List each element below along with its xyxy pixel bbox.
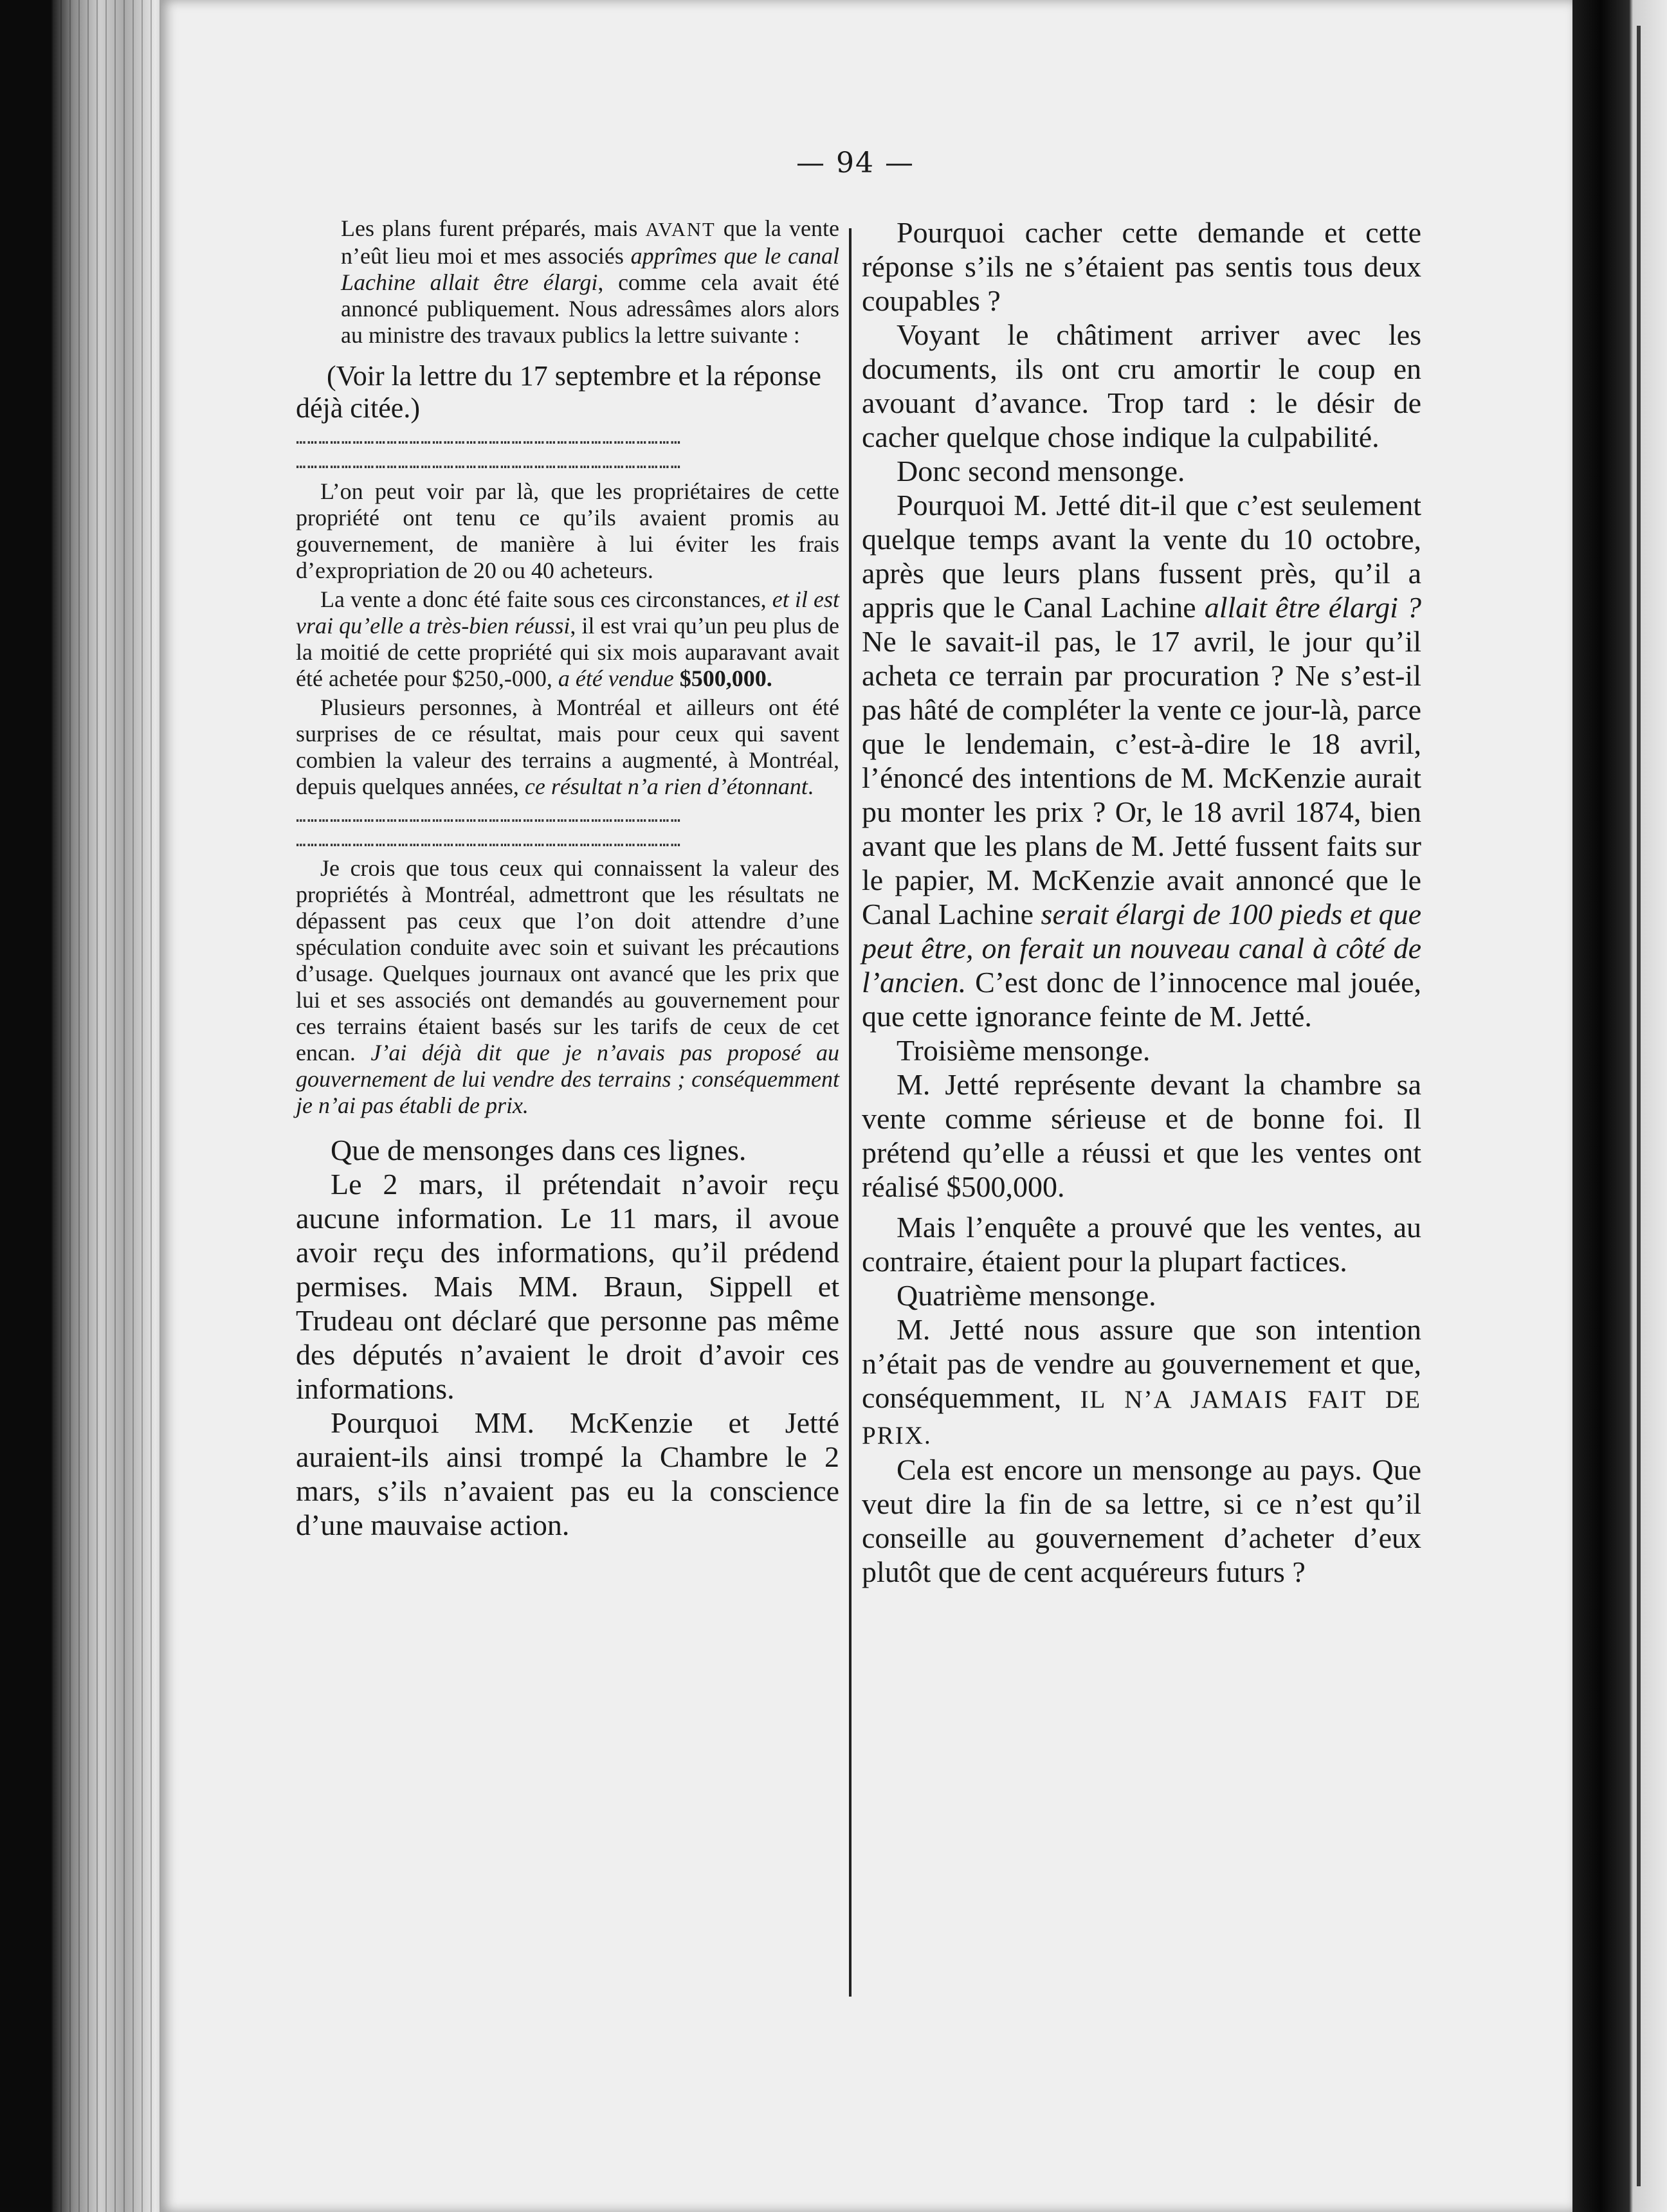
right-paragraph-9: M. Jetté nous assure que son intention n’était pas de vendre au gouvernement et que, conséquemment, IL N’A JAMAIS FAIT DE PRIX. [862,1313,1421,1449]
right-paragraph-6: M. Jetté représente devant la chambre sa vente comme sérieuse et de bonne foi. Il prétend qu’elle a réussi et que les ventes ont réalisé $500,000. [862,1068,1421,1203]
left-paragraph-8: Le 2 mars, il prétendait n’avoir reçu aucune information. Le 11 mars, il avoue avoir reçu des informations, qu’il prédend permises. Mais MM. Braun, Sippell et Trudeau ont déclaré que personne pas même des députés n’avaient le droit d’avoir ces informations. [296,1168,839,1405]
left-paragraph-9: Pourquoi MM. McKenzie et Jetté auraient-ils ainsi trompé la Chambre le 2 mars, s’ils n’avaient pas eu la conscience d’une mauvaise action. [296,1406,839,1541]
right-column [862,215,1421,1589]
right-paragraph-2: Voyant le châtiment arriver avec les documents, ils ont cru amortir le coup en avouant d’avance. Trop tard : le désir de cacher quelque chose indique la culpabilité. [862,318,1421,453]
left-paragraph-6: Je crois que tous ceux qui connaissent la valeur des propriétés à Montréal, admettront que les résultats ne dépassent pas ceux que l’on doit attendre d’une spéculation conduite avec soin et suivant les précautions d’usage. Quelques journaux ont avancé que les prix que lui et ses associés ont demandés au gouvernement pour ces terrains étaient basés sur les tarifs de ceux de cet encan. J’ai déjà dit que je n’avais pas proposé au gouvernement de lui vendre des terrains ; conséquemment je n’ai pas établi de prix. [296,855,839,1118]
column-divider [849,228,852,1997]
ellipsis-separator: ………………………………………………………………………………………… [296,831,682,851]
right-paragraph-8: Quatrième mensonge. [897,1279,1156,1312]
left-paragraph-7: Que de mensonges dans ces lignes. [331,1134,747,1166]
right-paragraph-7: Mais l’enquête a prouvé que les ventes, au contraire, étaient pour la plupart factices. [862,1211,1421,1278]
left-paragraph-5: Plusieurs personnes, à Montréal et ailleurs ont été surprises de ce résultat, mais pour ceux qui savent combien la valeur des terrains a augmenté, à Montréal, depuis quelques années, ce résultat n’a rien d’étonnant. [296,694,839,799]
right-paragraph-1: Pourquoi cacher cette demande et cette réponse s’ils ne s’étaient pas sentis tous deux coupables ? [862,216,1421,317]
right-paragraph-3: Donc second mensonge. [897,455,1185,487]
right-paragraph-4: Pourquoi M. Jetté dit-il que c’est seulement quelque temps avant la vente du 10 octobre, après que leurs plans fussent près, qu’il a appris que le Canal Lachine allait être élargi ? Ne le savait-il pas, le 17 avril, le jour qu’il acheta ce terrain par procuration ? Ne s’est-il pas hâté de compléter la vente ce jour-là, parce que le lendemain, c’est-à-dire le 18 avril, l’énoncé des intentions de M. McKenzie aurait pu monter les prix ? Or, le 18 avril 1874, bien avant que les plans de M. Jetté fussent faits sur le papier, M. McKenzie avait annoncé que le Canal Lachine serait élargi de 100 pieds et que peut être, on ferait un nouveau canal à côté de l’ancien. C’est donc de l’innocence mal jouée, que cette ignorance feinte de M. Jetté. [862,489,1421,1033]
ellipsis-separator: ………………………………………………………………………………………… [296,453,682,473]
right-paragraph-10: Cela est encore un mensonge au pays. Que veut dire la fin de sa lettre, si ce n’est qu’il conseille au gouvernement d’acheter d’eux plutôt que de cent acquéreurs futurs ? [862,1453,1421,1588]
left-paragraph-4: La vente a donc été faite sous ces circonstances, et il est vrai qu’elle a très-bien réussi, il est vrai qu’un peu plus de la moitié de cette propriété qui six mois auparavant avait été achetée pour $250,-000, a été vendue $500,000. [296,586,839,691]
ellipsis-separator: ………………………………………………………………………………………… [296,429,682,448]
ellipsis-separator: ………………………………………………………………………………………… [296,807,682,826]
left-paragraph-3: L’on peut voir par là, que les propriétaires de cette propriété ont tenu ce qu’ils avaient promis au gouvernement, de manière à lui éviter les frais d’expropriation de 20 ou 40 acheteurs. [296,478,839,583]
left-column [296,215,839,1542]
left-paragraph-1: Les plans furent préparés, mais AVANT que la vente n’eût lieu moi et mes associés apprîmes que le canal Lachine allait être élargi, comme cela avait été annoncé publiquement. Nous adressâmes alors alors au ministre des travaux publics la lettre suivante : [341,215,839,348]
page-number: — 94 — [796,147,915,179]
left-paragraph-2: (Voir la lettre du 17 septembre et la réponse déjà citée.) [296,360,821,424]
page-stack-edge [51,0,174,2212]
facing-page-edge [1572,0,1667,2212]
right-paragraph-5: Troisième mensonge. [897,1034,1151,1067]
